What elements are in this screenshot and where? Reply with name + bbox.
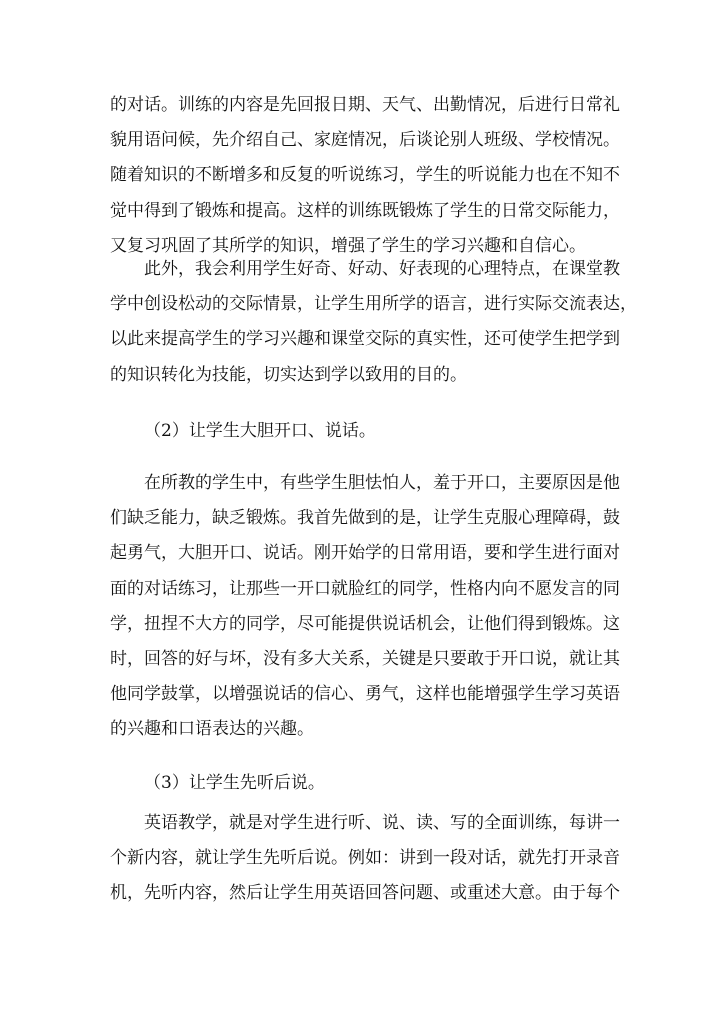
paragraph-line: 个新内容，就让学生先听后说。例如：讲到一段对话，就先打开录音: [110, 848, 620, 869]
paragraph-1: [110, 88, 620, 264]
paragraph-line: 起勇气，大胆开口、说话。刚开始学的日常用语，要和学生进行面对: [110, 543, 620, 564]
paragraph-line: 他同学鼓掌，以增强说话的信心、勇气，这样也能增强学生学习英语: [110, 684, 620, 705]
paragraph-line: 又复习巩固了其所学的知识，增强了学生的学习兴趣和自信心。: [110, 235, 586, 256]
paragraph-line: 觉中得到了锻炼和提高。这样的训练既锻炼了学生的日常交际能力，: [110, 200, 620, 221]
paragraph-line: 的对话。训练的内容是先回报日期、天气、出勤情况，后进行日常礼: [110, 95, 620, 115]
paragraph-line: 此外，我会利用学生好奇、好动、好表现的心理特点，在课堂教: [144, 259, 620, 279]
section-heading-3: [110, 766, 610, 801]
paragraph-line: 们缺乏能力，缺乏锻炼。我首先做到的是，让学生克服心理障碍，鼓: [110, 508, 620, 529]
paragraph-line: 面的对话练习，让那些一开口就脸红的同学，性格内向不愿发言的同: [110, 578, 620, 599]
paragraph-line: 貌用语问候，先介绍自己、家庭情况，后谈论别人班级、学校情况。: [110, 130, 620, 151]
section-heading-2: [110, 414, 610, 449]
paragraph-line: 随着知识的不断增多和反复的听说练习，学生的听说能力也在不知不: [110, 165, 620, 186]
paragraph-line: 学中创设松动的交际情景，让学生用所学的语言，进行实际交流表达，: [110, 294, 637, 315]
paragraph-3: [110, 466, 620, 748]
section-heading-text: （2）让学生大胆开口、说话。: [144, 421, 376, 441]
paragraph-2: [110, 252, 637, 393]
paragraph-line: 学，扭捏不大方的同学，尽可能提供说话机会，让他们得到锻炼。这: [110, 613, 620, 634]
paragraph-line: 英语教学，就是对学生进行听、说、读、写的全面训练，每讲一: [144, 813, 620, 833]
paragraph-line: 的知识转化为技能，切实达到学以致用的目的。: [110, 364, 467, 385]
paragraph-line: 机，先听内容，然后让学生用英语回答问题、或重述大意。由于每个: [110, 883, 620, 904]
paragraph-line: 在所教的学生中，有些学生胆怯怕人，羞于开口，主要原因是他: [144, 473, 620, 493]
paragraph-line: 时，回答的好与坏，没有多大关系，关键是只要敢于开口说，就让其: [110, 648, 620, 669]
section-heading-text: （3）让学生先听后说。: [144, 773, 325, 793]
paragraph-line: 的兴趣和口语表达的兴趣。: [110, 719, 314, 740]
paragraph-4: [110, 806, 620, 912]
paragraph-line: 以此来提高学生的学习兴趣和课堂交际的真实性，还可使学生把学到: [110, 329, 620, 350]
